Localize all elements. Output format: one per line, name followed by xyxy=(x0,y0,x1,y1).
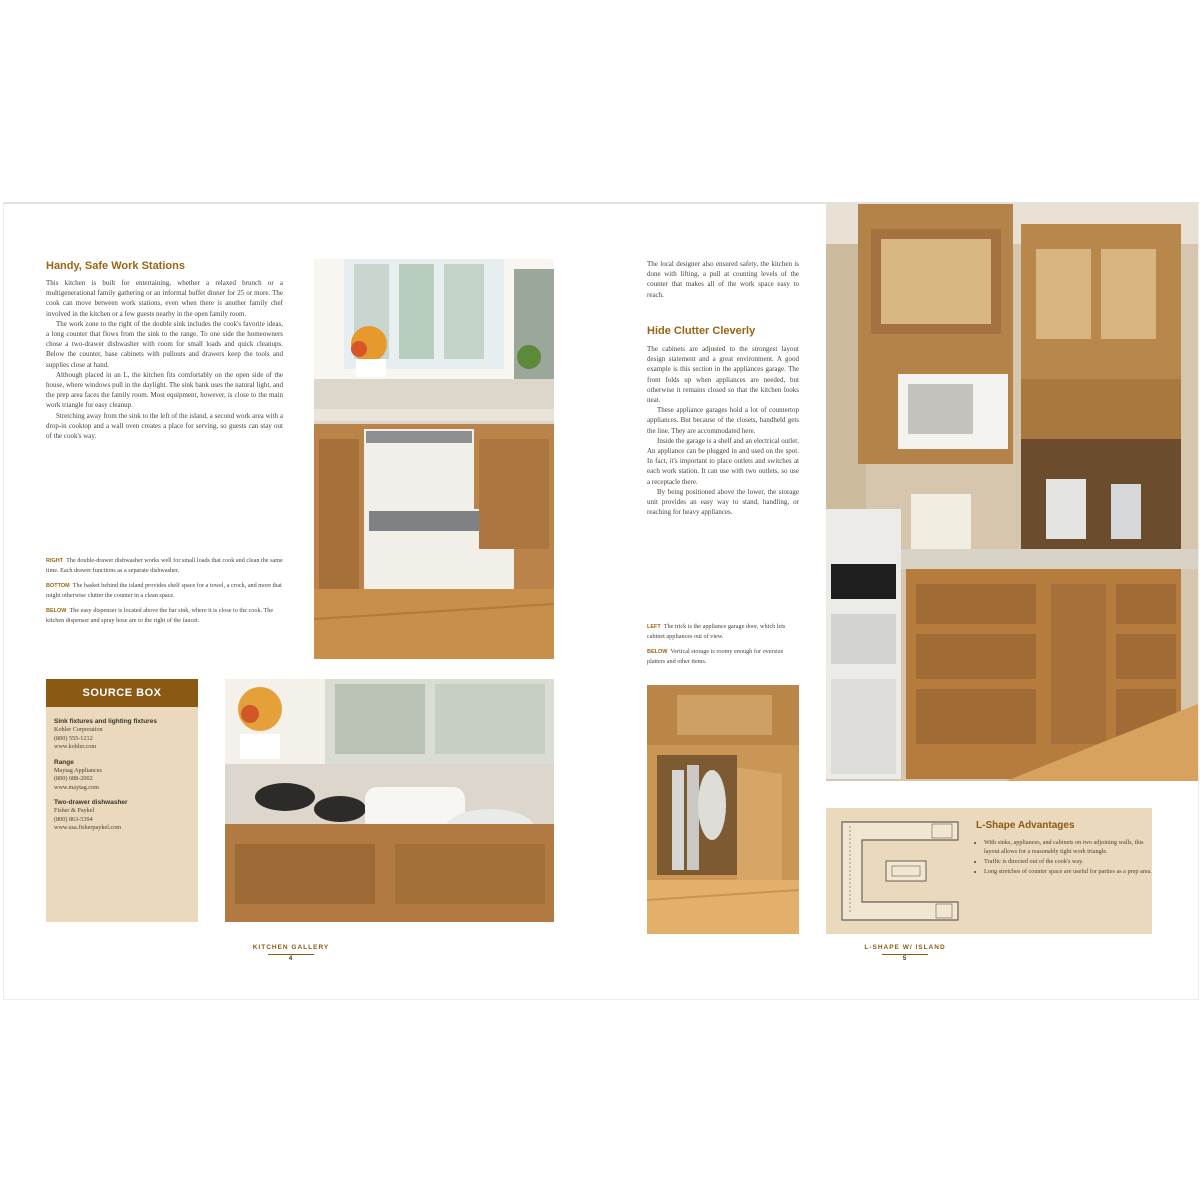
source-line: Maytag Appliances xyxy=(54,766,102,774)
folio-title: L-SHAPE W/ ISLAND xyxy=(864,944,946,951)
source-line: (800) 863-5394 xyxy=(54,815,93,823)
source-line: (800) 555-1212 xyxy=(54,734,93,742)
caption-right: RIGHT The double-drawer dishwasher works well for small loads that cook and clean the same time. Each drawer functions as a separate dishwasher. xyxy=(46,557,283,574)
left-folio xyxy=(236,944,346,962)
body-paragraph: The cabinets are adjusted to the strongest layout design statement and a great environment. A good example is this section in the appliances garage. The front folds up when appliances are needed, but otherwise it remains closed so that the kitchen looks neat. xyxy=(647,345,799,405)
caption-left: LEFT The trick is the appliance garage door, which lets cabinet appliances out of view. xyxy=(647,623,786,640)
folio-rule xyxy=(882,954,928,955)
source-entry xyxy=(46,717,198,752)
body-paragraph: These appliance garages hold a lot of countertop appliances. But because of the closets, handheld gets the line. They are accommodated here. xyxy=(647,406,799,435)
caption-below: BELOW The easy dispenser is located above the bar sink, where it is close to the cook. The kitchen dispenser and spray hose are to the right of the faucet. xyxy=(46,607,274,624)
body-paragraph: Although placed in an L, the kitchen fits comfortably on the open side of the house, where windows pull in the daylight. The sink bank uses the natural light, and the prep area faces the family room. Most equipment, however, is close to the main work triangle for easy cleanup. xyxy=(46,370,283,410)
source-line: Kohler Corporation xyxy=(54,726,103,733)
folio-rule xyxy=(268,954,314,955)
right-captions xyxy=(647,622,799,672)
left-captions xyxy=(46,556,283,631)
appliance-garage-photo xyxy=(826,204,1198,781)
body-paragraph: By being positioned above the lower, the storage unit provides an easy way to stand, handling, or reaching for heavy appliances. xyxy=(647,487,799,517)
page-number: 4 xyxy=(288,956,294,962)
section-heading-work-stations: Handy, Safe Work Stations xyxy=(46,260,185,272)
folio-title: KITCHEN GALLERY xyxy=(252,944,330,951)
source-box-title: SOURCE BOX xyxy=(46,679,198,707)
source-line: www.kohler.com xyxy=(54,743,97,750)
section-heading-hide-clutter: Hide Clutter Cleverly xyxy=(647,325,756,337)
sink-photo xyxy=(225,679,554,922)
body-paragraph: The local designer also ensured safety, the kitchen is done with lifting, a pull at counting levels of the counter that makes all of the work space easy to reach. xyxy=(647,260,799,299)
body-paragraph: Inside the garage is a shelf and an electrical outlet. An appliance can be plugged in and used on the spot. In fact, it's important to place outlets and switches at each work station. It can use with two outlets, so use a receptacle there. xyxy=(647,436,799,486)
body-paragraph: Stretching away from the sink to the left of the island, a second work area with a drop-in cooktop and a wall oven creates a place for serving, so guests can stay out of the cook's way. xyxy=(46,411,283,441)
source-entry xyxy=(46,758,198,793)
left-body-text xyxy=(46,278,283,441)
floor-plan-diagram xyxy=(836,816,964,926)
book-spread xyxy=(3,202,1199,1000)
advantage-item: • Long stretches of counter space are useful for parties as a prep area. xyxy=(984,867,1154,876)
sidebar-title: L-Shape Advantages xyxy=(976,820,1075,831)
source-line: (800) 688-2002 xyxy=(54,775,93,782)
source-entry-label: Range xyxy=(54,758,74,766)
vertical-storage-photo xyxy=(647,685,799,934)
source-entry-label: Two-drawer dishwasher xyxy=(54,799,128,806)
advantage-item: • Traffic is directed out of the cook's way. xyxy=(984,857,1154,866)
dishwasher-drawers-photo xyxy=(314,259,554,659)
page-number: 5 xyxy=(902,956,908,962)
caption-bottom: BOTTOM The basket behind the island provides shelf space for a towel, a crock, and more that might otherwise clutter the counter in a clean space. xyxy=(46,582,282,599)
source-line: www.usa.fisherpaykel.com xyxy=(54,824,122,831)
source-line: www.maytag.com xyxy=(54,783,99,791)
source-entry-label: Sink fixtures and lighting fixtures xyxy=(54,718,157,725)
l-shape-advantages-sidebar xyxy=(826,808,1152,934)
source-box xyxy=(46,679,198,922)
source-entry xyxy=(46,798,198,833)
body-paragraph: The work zone to the right of the double sink includes the cook's favorite ideas, a long counter that flows from the sink to the range. To one side the homeowners chose a two-drawer dishwasher with room for small loads and quick cleanups. Below the counter, base cabinets with pullouts and drawers keep the tools and supplies close at hand. xyxy=(46,319,283,369)
right-body-text xyxy=(647,344,799,517)
right-folio xyxy=(850,944,960,962)
advantage-item: • With sinks, appliances, and cabinets on two adjoining walls, this layout allows for a reasonably tight work triangle. xyxy=(984,838,1154,856)
advantages-list xyxy=(976,838,1154,877)
right-intro-text xyxy=(647,259,799,300)
source-line: Fisher & Paykel xyxy=(54,807,95,814)
caption-below: BELOW Vertical storage is roomy enough for oversize platters and other items. xyxy=(647,648,784,665)
body-paragraph: This kitchen is built for entertaining, whether a relaxed brunch or a multigenerational family gathering or an informal buffet dinner for 25 or more. The cook can move between work stations, even when there is another family chef involved in the kitchen or a few guests nearby in the open family room. xyxy=(46,279,283,318)
